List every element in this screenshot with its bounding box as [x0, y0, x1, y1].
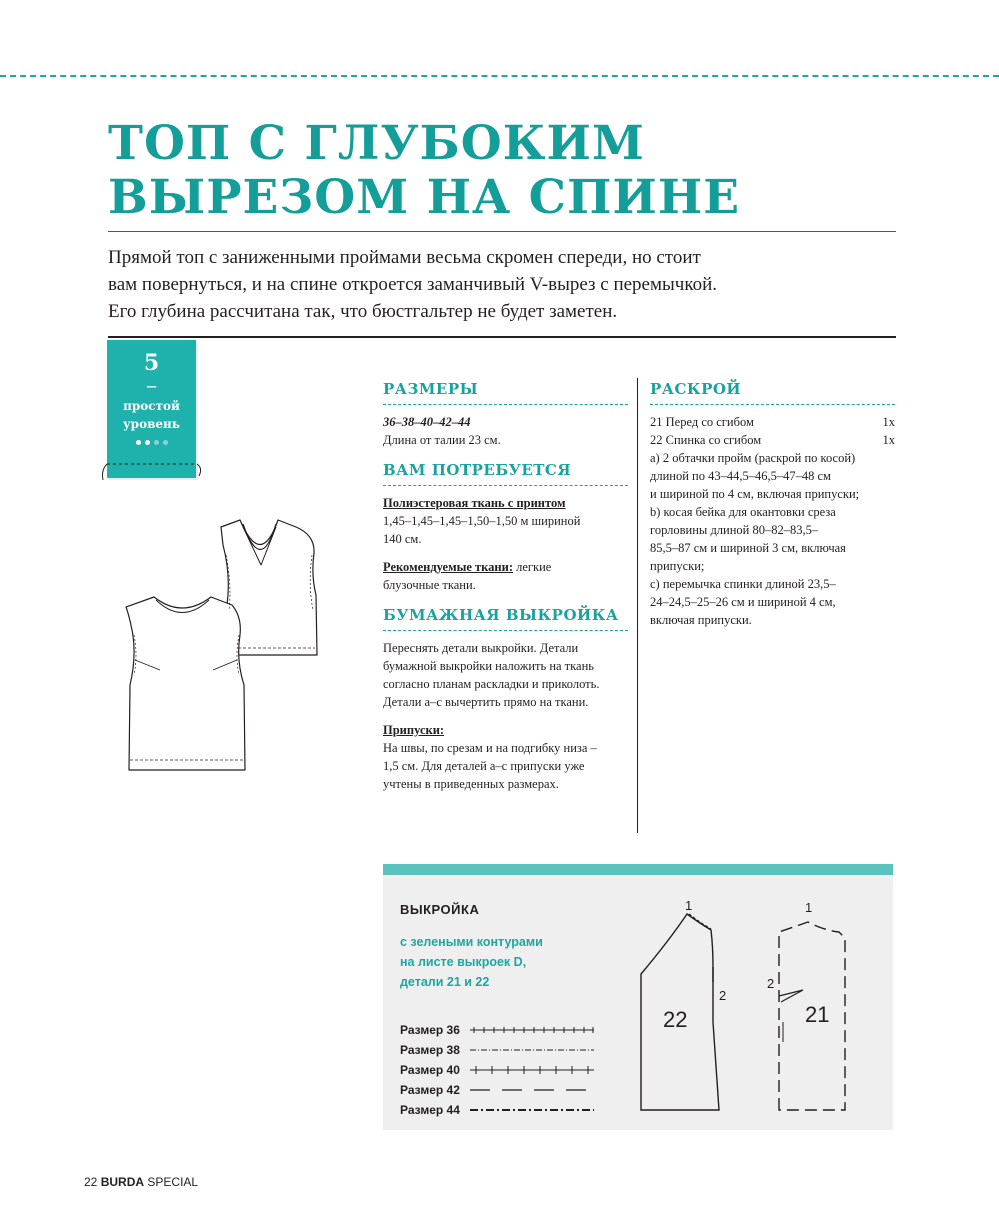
cutting-heading: РАСКРОЙ	[650, 378, 895, 405]
size-44-line-icon	[470, 1105, 595, 1115]
cut-extra-line: b) косая бейка для окантовки среза	[650, 505, 836, 519]
cut-part-row	[650, 413, 895, 431]
cut-part-name: 21 Перед со сгибом	[650, 415, 754, 429]
title-line-1: ТОП С ГЛУБОКИМ	[108, 116, 645, 171]
size-legend-row	[400, 1060, 595, 1080]
fabric-label: Полиэстеровая ткань с принтом	[383, 496, 566, 510]
level-dot-empty	[154, 440, 159, 445]
size-legend-row	[400, 1100, 595, 1120]
size-label: Размер 38	[400, 1043, 460, 1057]
garment-sketch-icon	[120, 515, 340, 780]
sizes-heading: РАЗМЕРЫ	[383, 378, 628, 405]
allowance-label: Припуски:	[383, 723, 445, 737]
size-legend	[400, 1020, 595, 1120]
size-38-line-icon	[470, 1045, 595, 1055]
fabric-line-1: 1,45–1,45–1,45–1,50–1,50 м шириной	[383, 514, 581, 528]
paper-text-3: согласно планам раскладки и приколоть.	[383, 677, 600, 691]
pattern-sub-line-3: детали 21 и 22	[400, 975, 490, 989]
cut-extra-line: длиной по 43–44,5–46,5–47–48 см	[650, 469, 831, 483]
allowance-line-3: учтены в приведенных размерах.	[383, 777, 559, 791]
size-42-line-icon	[470, 1085, 595, 1095]
stitch-thread-icon	[99, 456, 204, 486]
cut-part-qty: 1x	[882, 433, 895, 447]
level-dot-empty	[163, 440, 168, 445]
title-rule	[108, 231, 896, 232]
brand-name: BURDA	[100, 1175, 145, 1189]
cut-extra-line: горловины длиной 80–82–83,5–	[650, 523, 819, 537]
cut-extra-line: припуски;	[650, 559, 705, 573]
size-label: Размер 44	[400, 1103, 460, 1117]
recommended-line-2: блузочные ткани.	[383, 578, 476, 592]
cut-extra-line: включая припуски.	[650, 613, 752, 627]
paper-text-4: Детали а–с вычертить прямо на ткани.	[383, 695, 589, 709]
size-label: Размер 40	[400, 1063, 460, 1077]
recommended-text: легкие	[513, 560, 552, 574]
pattern-title: ВЫКРОЙКА	[400, 902, 480, 917]
mark-1-front: 1	[805, 900, 813, 915]
cut-part-qty: 1x	[882, 415, 895, 429]
piece-22-label: 22	[663, 1007, 688, 1032]
pattern-info-box	[383, 864, 893, 1130]
size-40-line-icon	[470, 1065, 595, 1075]
page-title	[108, 117, 908, 225]
pattern-accent-bar	[383, 864, 893, 875]
size-legend-row	[400, 1040, 595, 1060]
column-divider	[637, 378, 638, 833]
cut-extra-line: 85,5–87 см и шириной 3 см, включая	[650, 541, 846, 555]
lead-line-1: Прямой топ с заниженными проймами весьма скромен спереди, но стоит	[108, 247, 701, 268]
level-dot-filled	[136, 440, 141, 445]
size-legend-row	[400, 1020, 595, 1040]
size-label: Размер 42	[400, 1083, 460, 1097]
needs-heading: ВАМ ПОТРЕБУЕТСЯ	[383, 459, 628, 486]
cut-part-row	[650, 431, 895, 449]
cut-extra-line: 24–24,5–25–26 см и шириной 4 см,	[650, 595, 836, 609]
fabric-line-2: 140 см.	[383, 532, 422, 546]
length-text: Длина от талии 23 см.	[383, 433, 501, 447]
brand-suffix: SPECIAL	[147, 1175, 199, 1189]
title-line-2: ВЫРЕЗОМ НА СПИНЕ	[108, 170, 741, 225]
difficulty-number: 5	[143, 350, 160, 376]
pattern-subtitle	[400, 932, 590, 992]
recommended-fabrics	[383, 558, 628, 576]
page-footer	[84, 1175, 198, 1189]
mark-1-back: 1	[685, 898, 693, 913]
lead-line-3: Его глубина рассчитана так, что бюстгальтер не будет заметен.	[108, 301, 618, 322]
sizes-list: 36–38–40–42–44	[383, 415, 471, 429]
left-column	[383, 378, 628, 793]
lead-line-2: вам повернуться, и на спине откроется заманчивый V-вырез с перемычкой.	[108, 274, 718, 295]
pattern-sub-line-1: с зелеными контурами	[400, 935, 543, 949]
cut-extra-line: c) перемычка спинки длиной 23,5–	[650, 577, 836, 591]
mark-2-back: 2	[719, 988, 727, 1003]
size-36-line-icon	[470, 1025, 595, 1035]
page-number: 22	[84, 1175, 98, 1189]
difficulty-label-2: уровень	[123, 417, 180, 431]
right-column	[650, 378, 895, 629]
paper-pattern-heading: БУМАЖНАЯ ВЫКРОЙКА	[383, 604, 628, 631]
lead-paragraph	[108, 244, 898, 325]
cut-extra-line: а) 2 обтачки пройм (раскрой по косой)	[650, 451, 856, 465]
difficulty-dots	[107, 436, 196, 446]
recommended-label: Рекомендуемые ткани:	[383, 560, 513, 574]
paper-text-2: бумажной выкройки наложить на ткань	[383, 659, 594, 673]
cut-part-name: 22 Спинка со сгибом	[650, 433, 762, 447]
pattern-sub-line-2: на листе выкроек D,	[400, 955, 527, 969]
cut-extra-line: и шириной по 4 см, включая припуски;	[650, 487, 860, 501]
piece-21-label: 21	[805, 1002, 830, 1027]
top-dashed-rule	[0, 75, 999, 77]
paper-text-1: Переснять детали выкройки. Детали	[383, 641, 579, 655]
allowance-line-2: 1,5 см. Для деталей а–с припуски уже	[383, 759, 585, 773]
size-legend-row	[400, 1080, 595, 1100]
difficulty-label-1: простой	[123, 399, 180, 413]
mark-2-front: 2	[767, 976, 775, 991]
level-dot-filled	[145, 440, 150, 445]
size-label: Размер 36	[400, 1023, 460, 1037]
difficulty-dash: –	[147, 375, 156, 395]
pattern-pieces-diagram	[633, 892, 873, 1122]
allowance-line-1: На швы, по срезам и на подгибку низа –	[383, 741, 597, 755]
lead-rule	[108, 336, 896, 338]
